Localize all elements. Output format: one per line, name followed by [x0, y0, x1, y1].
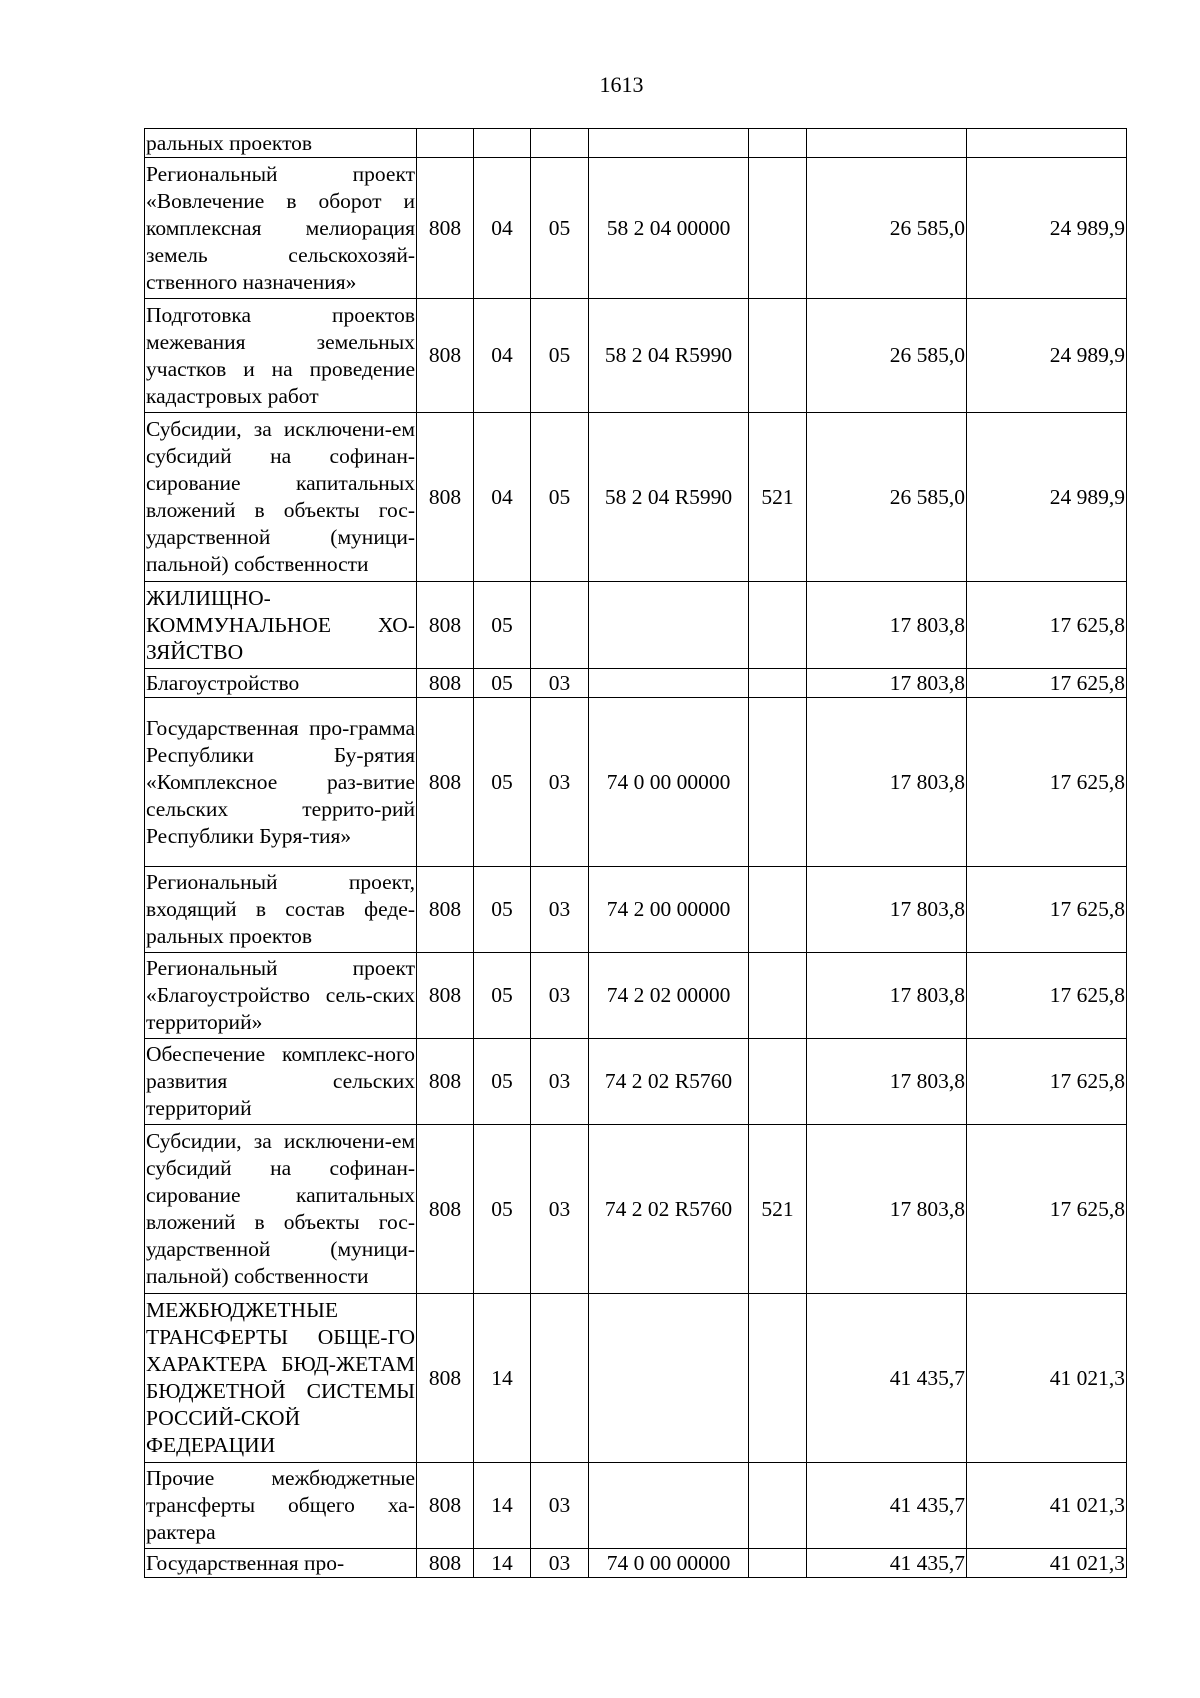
row-csr	[589, 1294, 749, 1463]
row-name: Региональный проект, входящий в состав феде-ральных проектов	[145, 867, 417, 953]
row-name: Региональный проект «Вовлечение в оборот и комплексная мелиорация земель сельскохозяй-ственного назначения»	[145, 158, 417, 299]
row-rz	[474, 129, 531, 158]
row-csr: 74 2 02 00000	[589, 953, 749, 1039]
row-vr	[749, 129, 807, 158]
row-pr	[531, 1294, 589, 1463]
table-row	[145, 698, 1127, 867]
row-name: Государственная про-грамма Республики Бу-рятия «Комплексное раз-витие сельских террито-рий Республики Буря-тия»	[145, 698, 417, 867]
table-row	[145, 669, 1127, 698]
row-gr: 808	[417, 299, 474, 413]
row-csr: 58 2 04 00000	[589, 158, 749, 299]
row-gr: 808	[417, 1463, 474, 1549]
row-sum1: 41 435,7	[807, 1294, 967, 1463]
row-sum2: 17 625,8	[967, 867, 1127, 953]
row-csr	[589, 1463, 749, 1549]
row-sum2: 24 989,9	[967, 158, 1127, 299]
row-pr: 03	[531, 1463, 589, 1549]
row-sum2: 41 021,3	[967, 1549, 1127, 1578]
table-row	[145, 1549, 1127, 1578]
row-sum1: 17 803,8	[807, 953, 967, 1039]
row-name: МЕЖБЮДЖЕТНЫЕ ТРАНСФЕРТЫ ОБЩЕ-ГО ХАРАКТЕРА БЮД-ЖЕТАМ БЮДЖЕТНОЙ СИСТЕМЫ РОССИЙ-СКОЙ ФЕДЕРАЦИИ	[145, 1294, 417, 1463]
row-vr: 521	[749, 413, 807, 582]
row-rz: 04	[474, 299, 531, 413]
row-rz: 05	[474, 953, 531, 1039]
row-pr: 05	[531, 158, 589, 299]
row-vr	[749, 1294, 807, 1463]
row-vr	[749, 1463, 807, 1549]
row-name: Обеспечение комплекс-ного развития сельских территорий	[145, 1039, 417, 1125]
row-rz: 14	[474, 1549, 531, 1578]
table-row	[145, 1463, 1127, 1549]
row-csr: 74 2 02 R5760	[589, 1125, 749, 1294]
row-name: Подготовка проектов межевания земельных участков и на проведение кадастровых работ	[145, 299, 417, 413]
row-rz: 05	[474, 867, 531, 953]
row-rz: 05	[474, 582, 531, 669]
row-sum2: 41 021,3	[967, 1294, 1127, 1463]
row-name: ЖИЛИЩНО-КОММУНАЛЬНОЕ ХО-ЗЯЙСТВО	[145, 582, 417, 669]
row-gr: 808	[417, 1549, 474, 1578]
row-pr: 03	[531, 1549, 589, 1578]
row-name: Субсидии, за исключени-ем субсидий на софинан-сирование капитальных вложений в объекты гос-ударственной (муници-пальной) собственности	[145, 413, 417, 582]
table-row	[145, 299, 1127, 413]
row-sum1: 17 803,8	[807, 1125, 967, 1294]
row-sum2: 17 625,8	[967, 1039, 1127, 1125]
row-gr: 808	[417, 953, 474, 1039]
row-sum2: 41 021,3	[967, 1463, 1127, 1549]
row-rz: 04	[474, 158, 531, 299]
row-pr: 03	[531, 953, 589, 1039]
row-csr	[589, 582, 749, 669]
table-row	[145, 129, 1127, 158]
budget-table	[144, 128, 1127, 1578]
row-name: Региональный проект «Благоустройство сель-ских территорий»	[145, 953, 417, 1039]
row-gr: 808	[417, 1125, 474, 1294]
row-pr: 03	[531, 867, 589, 953]
row-sum1: 41 435,7	[807, 1549, 967, 1578]
row-sum1: 17 803,8	[807, 867, 967, 953]
page-number: 1613	[599, 72, 644, 97]
row-sum1: 17 803,8	[807, 582, 967, 669]
table-row	[145, 1039, 1127, 1125]
table-body	[145, 129, 1127, 1578]
row-csr: 74 2 02 R5760	[589, 1039, 749, 1125]
row-sum1: 26 585,0	[807, 299, 967, 413]
row-rz: 05	[474, 1125, 531, 1294]
row-sum1: 17 803,8	[807, 669, 967, 698]
row-vr	[749, 953, 807, 1039]
row-gr: 808	[417, 669, 474, 698]
row-sum1: 26 585,0	[807, 158, 967, 299]
row-csr	[589, 129, 749, 158]
row-name: Прочие межбюджетные трансферты общего ха-рактера	[145, 1463, 417, 1549]
row-sum1: 26 585,0	[807, 413, 967, 582]
row-pr	[531, 582, 589, 669]
row-sum1: 41 435,7	[807, 1463, 967, 1549]
table-row	[145, 867, 1127, 953]
row-pr: 05	[531, 299, 589, 413]
row-sum2: 17 625,8	[967, 582, 1127, 669]
table-row	[145, 953, 1127, 1039]
row-vr	[749, 669, 807, 698]
table-row	[145, 158, 1127, 299]
row-sum2: 24 989,9	[967, 413, 1127, 582]
row-gr: 808	[417, 413, 474, 582]
row-rz: 05	[474, 1039, 531, 1125]
row-sum2: 17 625,8	[967, 1125, 1127, 1294]
table-row	[145, 1294, 1127, 1463]
row-pr	[531, 129, 589, 158]
row-gr: 808	[417, 582, 474, 669]
row-csr: 74 2 00 00000	[589, 867, 749, 953]
table-row	[145, 582, 1127, 669]
row-sum1	[807, 129, 967, 158]
table-row	[145, 1125, 1127, 1294]
row-gr: 808	[417, 1039, 474, 1125]
row-pr: 03	[531, 1125, 589, 1294]
row-vr	[749, 698, 807, 867]
row-pr: 03	[531, 1039, 589, 1125]
row-name: Субсидии, за исключени-ем субсидий на софинан-сирование капитальных вложений в объекты гос-ударственной (муници-пальной) собственности	[145, 1125, 417, 1294]
row-name: ральных проектов	[145, 129, 417, 158]
row-csr: 74 0 00 00000	[589, 698, 749, 867]
row-vr	[749, 867, 807, 953]
row-sum2: 17 625,8	[967, 669, 1127, 698]
row-gr: 808	[417, 867, 474, 953]
row-gr: 808	[417, 1294, 474, 1463]
row-vr	[749, 158, 807, 299]
row-sum2: 17 625,8	[967, 953, 1127, 1039]
row-rz: 05	[474, 669, 531, 698]
row-sum1: 17 803,8	[807, 1039, 967, 1125]
row-pr: 05	[531, 413, 589, 582]
row-pr: 03	[531, 698, 589, 867]
row-sum2: 17 625,8	[967, 698, 1127, 867]
row-vr	[749, 299, 807, 413]
row-gr: 808	[417, 158, 474, 299]
row-gr: 808	[417, 698, 474, 867]
row-name: Государственная про-	[145, 1549, 417, 1578]
row-sum2: 24 989,9	[967, 299, 1127, 413]
row-csr	[589, 669, 749, 698]
row-gr	[417, 129, 474, 158]
table-row	[145, 413, 1127, 582]
row-vr	[749, 582, 807, 669]
row-rz: 14	[474, 1294, 531, 1463]
row-rz: 04	[474, 413, 531, 582]
row-name: Благоустройство	[145, 669, 417, 698]
row-vr	[749, 1039, 807, 1125]
row-rz: 05	[474, 698, 531, 867]
row-rz: 14	[474, 1463, 531, 1549]
row-csr: 74 0 00 00000	[589, 1549, 749, 1578]
row-sum2	[967, 129, 1127, 158]
row-vr: 521	[749, 1125, 807, 1294]
row-sum1: 17 803,8	[807, 698, 967, 867]
row-vr	[749, 1549, 807, 1578]
row-pr: 03	[531, 669, 589, 698]
row-csr: 58 2 04 R5990	[589, 299, 749, 413]
row-csr: 58 2 04 R5990	[589, 413, 749, 582]
